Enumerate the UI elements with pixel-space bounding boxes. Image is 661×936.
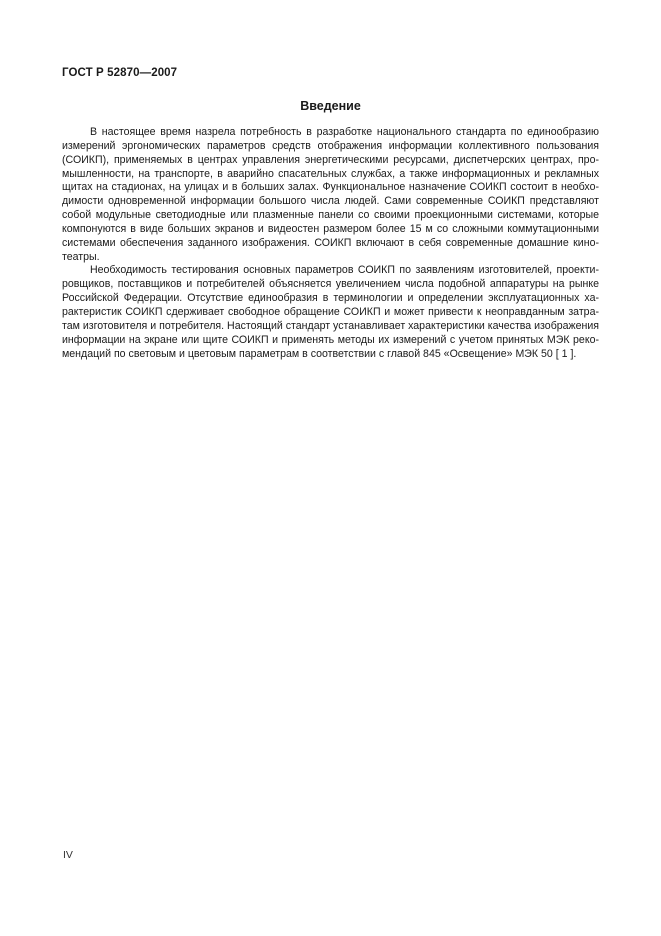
text-line: театры. [62, 250, 100, 263]
body-text [62, 126, 599, 361]
section-title: Введение [300, 99, 361, 113]
paragraph-2 [62, 264, 599, 361]
text-line: рактеристик СОИКП сдерживает свободное обращение СОИКП и может привести к неоправданным затра- [62, 305, 599, 318]
text-line: мендаций по световым и цветовым параметрам в соответствии с главой 845 «Освещение» МЭК 50 [ 1 ]. [62, 347, 577, 360]
text-line: В настоящее время назрела потребность в разработке национального стандарта по единообразию [90, 126, 599, 138]
text-line: собой модульные светодиодные или плазменные панели со своими проекционными системами, которые [62, 209, 599, 222]
page-number: IV [63, 849, 73, 861]
text-line: (СОИКП), применяемых в центрах управления энергетическими ресурсами, диспетчерских центрах, про- [62, 153, 599, 166]
text-line: измерений эргономических параметров средств отображения информации коллективного пользования [62, 139, 599, 152]
text-line: системами обеспечения заданного изображения. СОИКП включают в себя современные домашние кино- [62, 236, 599, 249]
document-code-header: ГОСТ Р 52870—2007 [62, 67, 178, 79]
text-line: там изготовителя и потребителя. Настоящий стандарт устанавливает характеристики качества изображения [62, 319, 600, 332]
text-line: мышленности, на транспорте, в аварийно спасательных службах, а также информационных и рекламных [62, 167, 599, 180]
text-line: щитах на стадионах, на улицах и в больших залах. Функциональное назначение СОИКП состоит в необхо- [62, 181, 599, 194]
text-line: ровщиков, поставщиков и потребителей объясняется увеличением числа подобной аппаратуры на рынке [62, 278, 599, 291]
text-line: димости одновременной информации большого числа людей. Сами современные СОИКП представляют [62, 195, 599, 208]
paragraph-1 [62, 126, 599, 264]
text-line: Российской Федерации. Отсутствие единообразия в терминологии и определении эксплуатационных ха- [62, 292, 599, 305]
text-line: информации на экране или щите СОИКП и применять методы их измерений с учетом принятых МЭК реко- [62, 333, 599, 346]
text-line: компонуются в виде больших экранов и видеостен размером более 15 м со сложными коммутационными [62, 222, 599, 235]
text-line: Необходимость тестирования основных параметров СОИКП по заявлениям изготовителей, проекти- [90, 264, 599, 277]
